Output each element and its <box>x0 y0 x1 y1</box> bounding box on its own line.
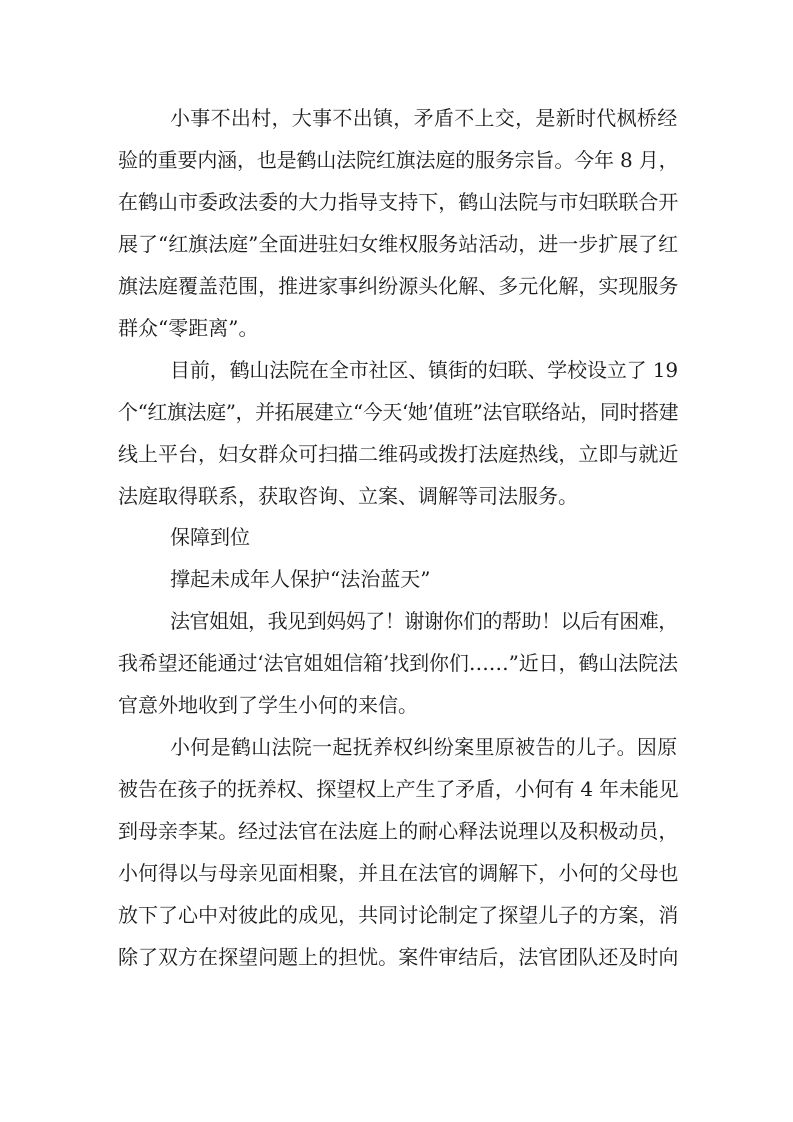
paragraph-1-line-1: 小事不出村，大事不出镇，矛盾不上交，是新时代枫桥经 <box>170 106 678 130</box>
paragraph-4-line-6: 除了双方在探望问题上的担忧。案件审结后，法官团队还及时向 <box>118 945 679 969</box>
paragraph-2-line-1: 目前，鹤山法院在全市社区、镇街的妇联、学校设立了 19 <box>170 358 678 382</box>
paragraph-2-line-4: 法庭取得联系，获取咨询、立案、调解等司法服务。 <box>118 484 578 508</box>
paragraph-2-line-3: 线上平台，妇女群众可扫描二维码或拨打法庭热线，立即与就近 <box>118 442 679 466</box>
paragraph-3-line-2: 我希望还能通过‘法官姐姐信箱’找到你们……”近日，鹤山法院法 <box>118 651 678 675</box>
paragraph-2-line-2: 个“红旗法庭”，并拓展建立“今天‘她’值班”法官联络站，同时搭建 <box>118 400 679 424</box>
section-heading-2: 撑起未成年人保护“法治蓝天” <box>170 567 431 591</box>
paragraph-4-line-1: 小何是鹤山法院一起抚养权纠纷案里原被告的儿子。因原 <box>170 735 678 759</box>
paragraph-1-line-3: 在鹤山市委政法委的大力指导支持下，鹤山法院与市妇联联合开 <box>118 190 679 214</box>
paragraph-3-line-3: 官意外地收到了学生小何的来信。 <box>118 693 418 717</box>
paragraph-4-line-4: 小何得以与母亲见面相聚，并且在法官的调解下，小何的父母也 <box>118 861 679 885</box>
paragraph-1-line-5: 旗法庭覆盖范围，推进家事纠纷源头化解、多元化解，实现服务 <box>118 274 679 298</box>
paragraph-4-line-5: 放下了心中对彼此的成见，共同讨论制定了探望儿子的方案，消 <box>118 903 679 927</box>
paragraph-1-line-4: 展了“红旗法庭”全面进驻妇女维权服务站活动，进一步扩展了红 <box>118 232 679 256</box>
paragraph-4-line-2: 被告在孩子的抚养权、探望权上产生了矛盾，小何有 4 年未能见 <box>118 777 679 801</box>
section-heading-1: 保障到位 <box>170 525 250 549</box>
paragraph-4-line-3: 到母亲李某。经过法官在法庭上的耐心释法说理以及积极动员， <box>118 819 679 843</box>
paragraph-1-line-2: 验的重要内涵，也是鹤山法院红旗法庭的服务宗旨。今年 8 月， <box>118 148 679 172</box>
paragraph-1-line-6: 群众“零距离”。 <box>118 316 259 340</box>
paragraph-3-line-1: 法官姐姐，我见到妈妈了！谢谢你们的帮助！以后有困难， <box>170 609 678 633</box>
